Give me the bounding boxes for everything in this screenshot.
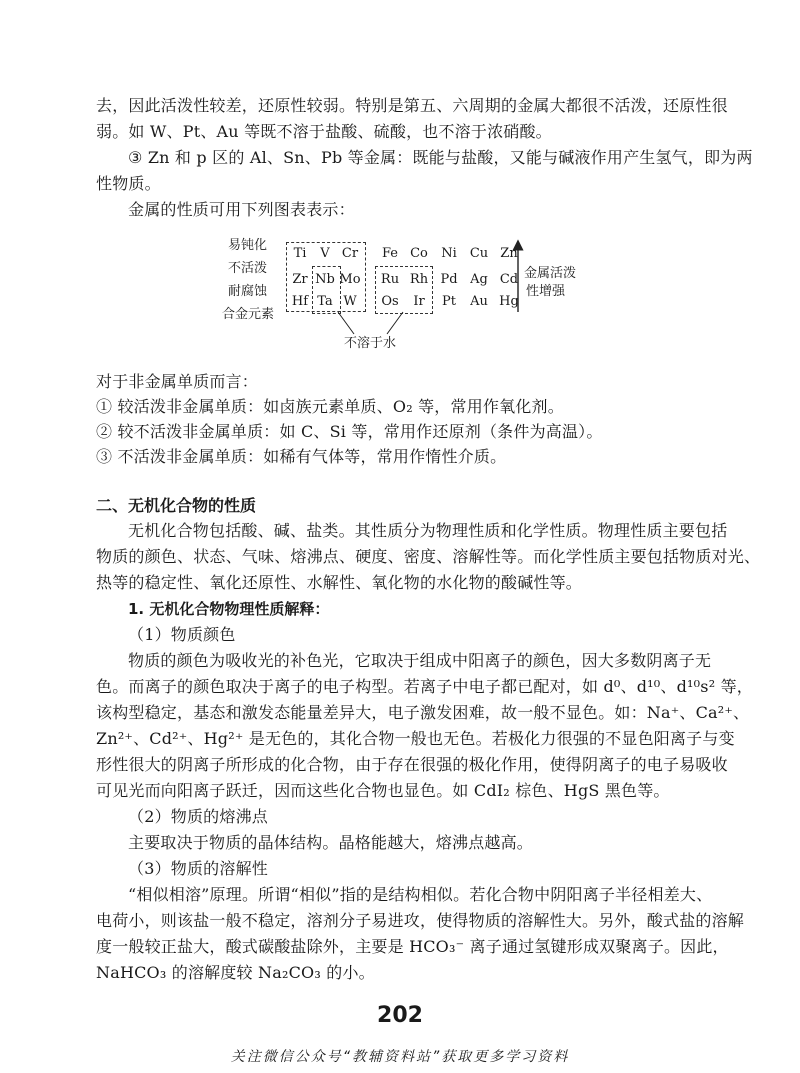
- list-item: ② 较不活泼非金属单质：如 C、Si 等，常用作还原剂（条件为高温）。: [96, 422, 603, 441]
- label-alloy-elements: 合金元素: [222, 307, 275, 322]
- metal-properties-diagram: [220, 232, 600, 362]
- paragraph-line: 热等的稳定性、氧化还原性、水解性、氧化物的水化物的酸碱性等。: [96, 573, 583, 592]
- paragraph-line: NaHCO₃ 的溶解度较 Na₂CO₃ 的小。: [96, 963, 375, 982]
- paragraph-line: 色。而离子的颜色取决于离子的电子构型。若离子中电子都已配对，如 d⁰、d¹⁰、d¹⁰s² 等，: [96, 677, 753, 696]
- paragraph-line: 金属的性质可用下列图表表示：: [128, 200, 355, 219]
- paragraph-line: Zn²⁺、Cd²⁺、Hg²⁺ 是无色的，其化合物一般也无色。若极化力很强的不显色阳离子与变: [96, 729, 735, 748]
- section-heading: 二、无机化合物的性质: [96, 496, 257, 515]
- element-cell: Cd: [499, 272, 519, 287]
- item-heading: （1）物质颜色: [128, 625, 236, 644]
- label-passivation: 易钝化: [228, 238, 268, 253]
- element-cell: Mo: [339, 272, 361, 287]
- pointer-line: [338, 312, 354, 334]
- element-cell: Rh: [409, 272, 429, 287]
- insoluble-label: 不溶于水: [344, 336, 397, 351]
- element-cell: Pd: [440, 272, 458, 287]
- page-number: 202: [377, 1003, 423, 1028]
- paragraph-line: 去，因此活泼性较差，还原性较弱。特别是第五、六周期的金属大都很不活泼，还原性很: [96, 96, 728, 115]
- paragraph-line: 对于非金属单质而言：: [96, 372, 259, 391]
- paragraph-line: 弱。如 W、Pt、Au 等既不溶于盐酸、硫酸，也不溶于浓硝酸。: [96, 122, 552, 141]
- element-cell: Co: [410, 246, 428, 261]
- arrow-label-bottom: 性增强: [526, 284, 566, 299]
- element-cell: Ta: [317, 294, 333, 309]
- paragraph-line: “相似相溶”原理。所谓“相似”指的是结构相似。若化合物中阴阳离子半径相差大、: [128, 885, 713, 904]
- element-cell: Cr: [341, 246, 359, 261]
- subsection-heading: 1. 无机化合物物理性质解释：: [128, 600, 330, 618]
- label-corrosion-resistant: 耐腐蚀: [228, 284, 268, 299]
- paragraph-line: 物质的颜色、状态、气味、熔沸点、硬度、密度、溶解性等。而化学性质主要包括物质对光、: [96, 547, 761, 566]
- list-item: ① 较活泼非金属单质：如卤族元素单质、O₂ 等，常用作氧化剂。: [96, 397, 564, 416]
- paragraph-line: ③ Zn 和 p 区的 Al、Sn、Pb 等金属：既能与盐酸，又能与碱液作用产生氢气，即为两: [128, 148, 753, 167]
- paragraph-line: 该构型稳定，基态和激发态能量差异大，电子激发困难，故一般不显色。如：Na⁺、Ca²⁺、: [96, 703, 750, 722]
- pointer-line: [387, 312, 403, 334]
- element-cell: Hg: [499, 294, 519, 309]
- element-cell: Ti: [293, 246, 307, 261]
- element-cell: Ir: [413, 294, 425, 309]
- list-item: ③ 不活泼非金属单质：如稀有气体等，常用作惰性介质。: [96, 447, 507, 466]
- element-cell: V: [320, 246, 330, 261]
- paragraph-line: 主要取决于物质的晶体结构。晶格能越大，熔沸点越高。: [128, 833, 534, 852]
- label-inactive: 不活泼: [228, 261, 268, 276]
- element-cell: Zn: [500, 246, 518, 261]
- arrow-label-top: 金属活泼: [524, 266, 577, 281]
- element-cell: Os: [381, 294, 399, 309]
- element-cell: Ru: [380, 272, 400, 287]
- element-cell: Zr: [292, 272, 308, 287]
- paragraph-line: 无机化合物包括酸、碱、盐类。其性质分为物理性质和化学性质。物理性质主要包括: [128, 521, 728, 540]
- paragraph-line: 性物质。: [96, 174, 161, 193]
- element-cell: Cu: [469, 246, 489, 261]
- item-heading: （2）物质的熔沸点: [128, 807, 268, 826]
- element-cell: W: [343, 294, 357, 309]
- element-cell: Nb: [315, 272, 335, 287]
- paragraph-line: 物质的颜色为吸收光的补色光，它取决于组成中阳离子的颜色，因大多数阴离子无: [128, 651, 712, 670]
- element-cell: Ag: [470, 272, 488, 287]
- item-heading: （3）物质的溶解性: [128, 859, 268, 878]
- element-cell: Fe: [381, 246, 398, 261]
- paragraph-line: 度一般较正盐大，酸式碳酸盐除外，主要是 HCO₃⁻ 离子通过氢键形成双聚离子。因此，: [96, 937, 729, 956]
- paragraph-line: 电荷小，则该盐一般不稳定，溶剂分子易进攻，使得物质的溶解性大。另外，酸式盐的溶解: [96, 911, 745, 930]
- footer-note: 关注微信公众号“教辅资料站”获取更多学习资料: [230, 1049, 570, 1065]
- element-cell: Ni: [441, 246, 457, 261]
- paragraph-line: 形性很大的阴离子所形成的化合物，由于存在很强的极化作用，使得阴离子的电子易吸收: [96, 755, 728, 774]
- element-cell: Pt: [442, 294, 456, 309]
- element-cell: Au: [470, 294, 488, 309]
- paragraph-line: 可见光而向阳离子跃迁，因而这些化合物也显色。如 CdI₂ 棕色、HgS 黑色等。: [96, 781, 670, 800]
- element-cell: Hf: [291, 294, 309, 309]
